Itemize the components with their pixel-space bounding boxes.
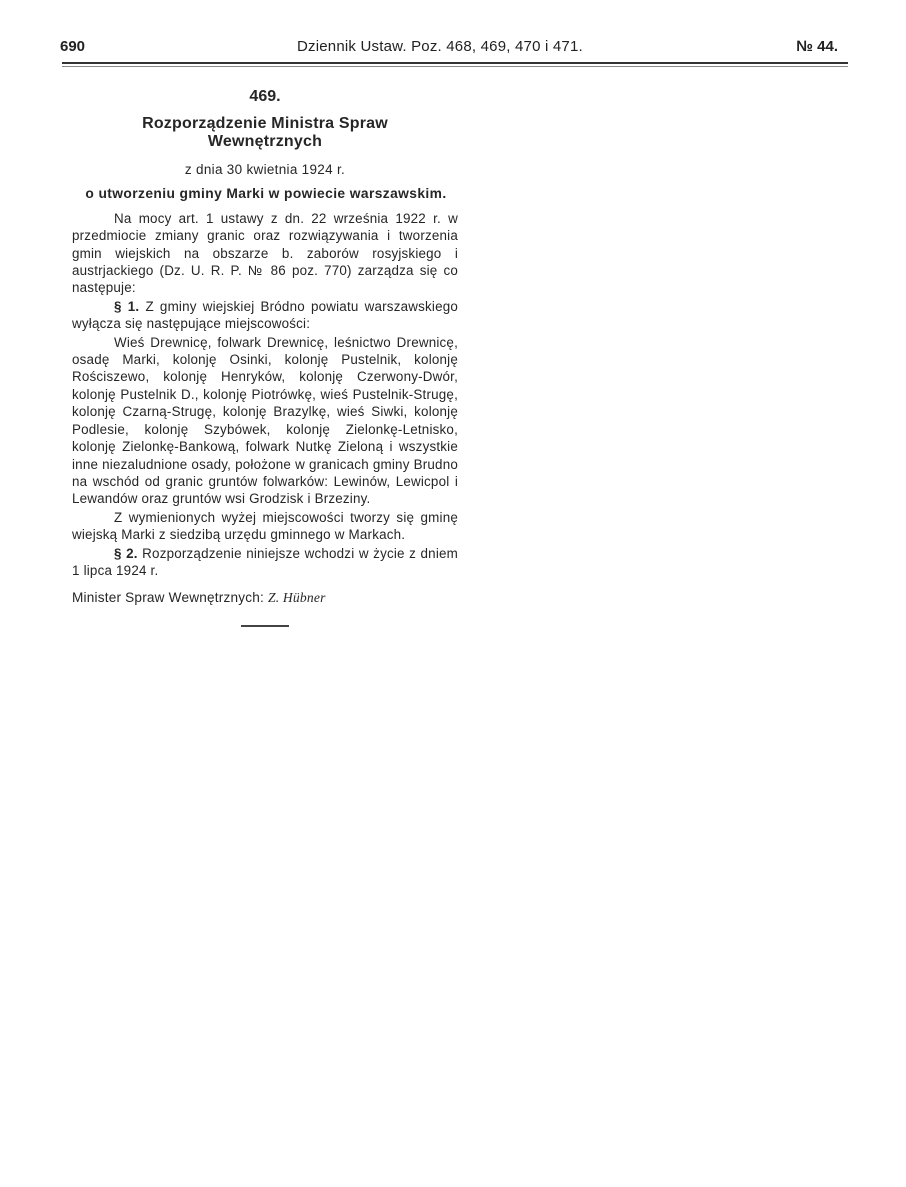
section-2-text: Rozporządzenie niniejsze wchodzi w życie z dniem 1 lipca 1924 r. [72, 545, 458, 578]
regulation-title: Rozporządzenie Ministra Spraw Wewnętrznych [142, 115, 388, 151]
document-column [72, 88, 458, 627]
header-rule [62, 62, 848, 64]
section-1-text: Z gminy wiejskiej Bródno powiatu warszawskiego wyłącza się następujące miejscowości: [72, 298, 459, 332]
section-1 [72, 298, 458, 333]
regulation-date: z dnia 30 kwietnia 1924 r. [184, 162, 346, 178]
preamble: Na mocy art. 1 ustawy z dn. 22 września 1922 r. w przedmiocie zmiany granic oraz rozwiązywania i tworzenia gmin wiejskich na obszarze b. zaborów rosyjskiego i austrjackiego (Dz. U. R. P. № 86 poz. 770) zarządza się co następuje: [72, 210, 458, 296]
signature [72, 589, 458, 606]
issue-number: № 44. [796, 38, 838, 55]
section-2 [72, 545, 458, 580]
section-1-closing: Z wymienionych wyżej miejscowości tworzy się gminę wiejską Marki z siedzibą urzędu gminnego w Markach. [72, 509, 458, 543]
header-rule-thin [62, 66, 848, 67]
running-header [60, 38, 850, 60]
section-1-label: § 1. [114, 298, 140, 314]
position-number: 469. [249, 88, 281, 105]
section-1-list: Wieś Drewnicę, folwark Drewnicę, leśnictwo Drewnicę, osadę Marki, kolonję Osinki, kolonję Pustelnik, kolonję Rościszewo, kolonję Henryków, kolonję Czerwony-Dwór, kolonję Pustelnik D., kolonję Piotrówkę, wieś Pustelnik-Strugę, kolonję Czarną-Strugę, kolonję Brazylkę, wieś Siwki, kolonję Podlesie, kolonję Szybówek, kolonję Zielonkę-Letnisko, kolonję Zielonkę-Bankową, folwark Nutkę Zieloną i wszystkie inne niezaludnione osady, położone w granicach gminy Brudno na wschód od granic gruntów folwarków: Lewinów, Lewicpol i Lewandów oraz gruntów wsi Grodzisk i Brzeziny. [72, 334, 458, 507]
regulation-subject: o utworzeniu gminy Marki w powiecie warszawskim. [85, 185, 447, 201]
running-title: Dziennik Ustaw. Poz. 468, 469, 470 i 471. [297, 38, 583, 55]
signature-name: Z. Hübner [267, 590, 326, 606]
end-rule [241, 625, 289, 627]
signature-role: Minister Spraw Wewnętrznych: [72, 590, 264, 606]
section-2-label: § 2. [114, 545, 138, 561]
page-number: 690 [60, 38, 86, 55]
